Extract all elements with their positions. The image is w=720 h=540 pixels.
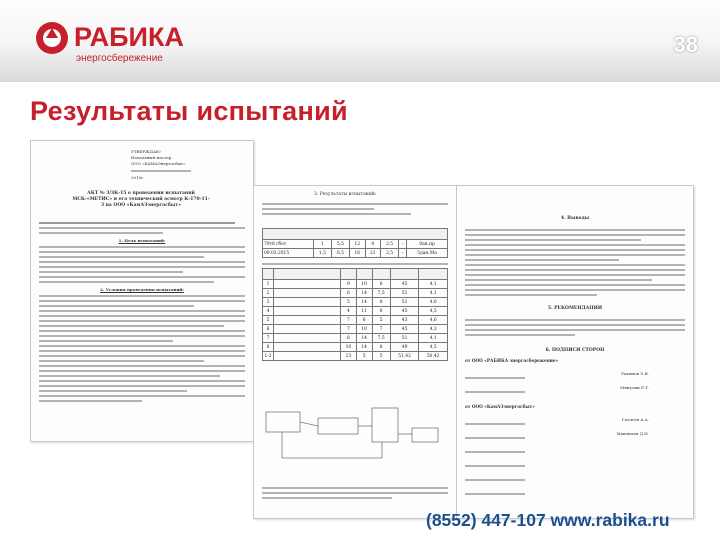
- act-body: [39, 219, 245, 405]
- section-heading: 4. Выводы: [560, 216, 590, 221]
- table-row: 1 9 10 6 45 4,1: [263, 280, 448, 289]
- rabika-logo: [30, 16, 190, 66]
- document-page-conclusions: [456, 185, 694, 519]
- table-row: 3 5 14 8 51 4,6: [263, 298, 448, 307]
- table-row: 1-2 13 5 5 51,42 50,42: [263, 352, 448, 361]
- section-heading: 3. Результаты испытаний:: [314, 192, 377, 197]
- section-heading: 1. Цель испытаний:: [118, 238, 166, 243]
- section-heading: 2. Условия проведения испытаний:: [100, 287, 184, 292]
- measurement-scheme-diagram: [262, 398, 448, 482]
- page-title: Результаты испытаний: [30, 96, 348, 126]
- logo-text: РАБИКА: [74, 22, 184, 52]
- contact-footer: (8552) 447-107 www.rabika.ru: [426, 510, 670, 530]
- logo-subtitle: энергосбережение: [76, 53, 163, 64]
- approve-line: УТВЕРЖДАЮ: [131, 149, 161, 154]
- results-table-2: [262, 268, 448, 361]
- table-row: 8 10 14 8 49 4,5: [263, 343, 448, 352]
- approve-line: 2015г.: [131, 175, 145, 180]
- act-title: АКТ № 3/3К-15 о проведении испытаний МСК-«МЕТИС» и его технический осмотр К-170-11-3 на ООО «КамАЗэнергосбыт»: [72, 191, 210, 208]
- signature-block-2: Галлеев А.А. Мавлюков Д.И.: [465, 414, 685, 498]
- approve-line: Начальный мастер: [131, 155, 172, 160]
- signing-party: от ООО «РАБИКА энергосбережение»: [465, 358, 559, 363]
- section-heading: 5. РЕКОМЕНДАЦИИ: [547, 306, 603, 311]
- approval-stamp: [131, 149, 231, 181]
- table-row: 09.02.2015 1,5 6,5 16 21 2,5 - 5дан.Ма: [263, 249, 448, 258]
- signature-block-1: Рахимов Э.Я. Минулин Р.Т.: [465, 368, 685, 396]
- table-row: 79т8 гбот 1 5,5 12 4 2,5 - 0ан.пр: [263, 240, 448, 249]
- table-row: 4 4 11 8 45 4,5: [263, 307, 448, 316]
- results-table-1: [262, 228, 448, 258]
- document-page-act: [30, 140, 254, 442]
- table-row: 7 8 14 7,5 51 4,1: [263, 334, 448, 343]
- section-heading: 6. ПОДПИСИ СТОРОН: [545, 348, 605, 353]
- table-row: 6 7 10 7 45 4,3: [263, 325, 448, 334]
- approve-line: ООО «КАМАЭнергосбыт»: [131, 161, 186, 166]
- table-row: 5 7 6 5 43 4,6: [263, 316, 448, 325]
- signing-party: от ООО «КамАЗэнергосбыт»: [465, 404, 535, 409]
- table-row: 2 6 14 7,5 51 4,1: [263, 289, 448, 298]
- document-page-results: [253, 185, 457, 519]
- slide-number: 38: [673, 32, 698, 57]
